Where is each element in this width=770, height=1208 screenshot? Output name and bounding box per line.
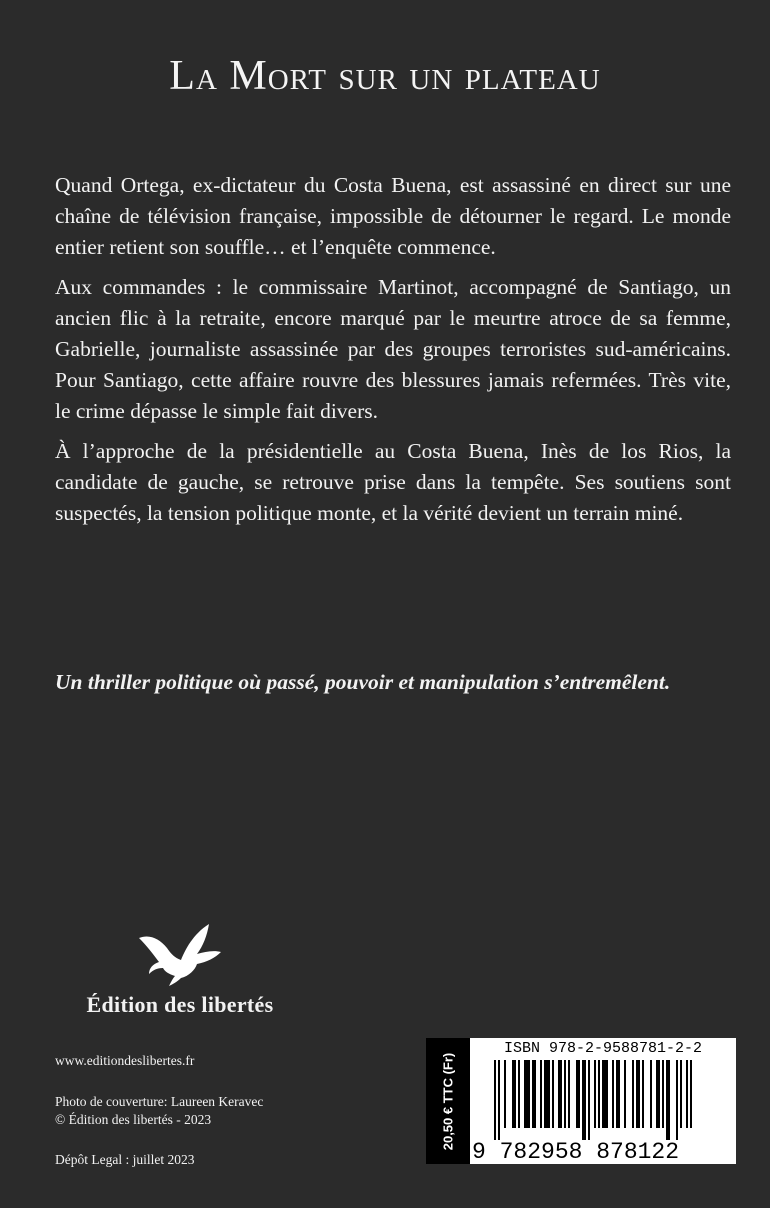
- publisher-logo: [55, 920, 305, 1018]
- barcode-bar: [666, 1060, 670, 1140]
- price-text: 20,50 € TTC (Fr): [440, 1052, 456, 1150]
- barcode-bar: [594, 1060, 596, 1128]
- barcode-digits: 9 782958 878122: [472, 1139, 680, 1165]
- barcode-bar: [612, 1060, 614, 1128]
- barcode-bar: [558, 1060, 562, 1128]
- publisher-name: Édition des libertés: [86, 992, 274, 1017]
- barcode-bar: [498, 1060, 500, 1140]
- blurb-paragraph-2: Aux commandes : le commissaire Martinot, accompagné de Santiago, un ancien flic à la retraite, encore marqué par le meurtre atroce de sa femme, Gabrielle, journaliste assassinée par des groupes terroristes sud-américains. Pour Santiago, cette affaire rouvre des blessures jamais refermées. Très vite, le crime dépasse le simple fait divers.: [55, 275, 731, 423]
- dove-icon: [135, 920, 225, 986]
- barcode-bar: [598, 1060, 600, 1128]
- barcode-panel: [470, 1038, 736, 1164]
- barcode-block: [426, 1038, 736, 1164]
- legal-deposit: Dépôt Legal : juillet 2023: [55, 1152, 195, 1167]
- barcode-bar: [588, 1060, 590, 1140]
- credits: [55, 1093, 263, 1129]
- barcode-bar: [686, 1060, 688, 1128]
- barcode-bar: [512, 1060, 516, 1128]
- barcode-bar: [642, 1060, 644, 1128]
- barcode-bar: [564, 1060, 566, 1128]
- publisher-website: www.editiondeslibertes.fr: [55, 1053, 195, 1068]
- copyright-notice: © Édition des libertés - 2023: [55, 1112, 212, 1127]
- isbn-text: ISBN 978-2-9588781-2-2: [503, 1040, 703, 1057]
- barcode-bar: [690, 1060, 692, 1128]
- barcode-bar: [616, 1060, 620, 1128]
- barcode-bar: [518, 1060, 520, 1128]
- barcode-bar: [532, 1060, 536, 1128]
- barcode-bar: [624, 1060, 626, 1128]
- blurb-paragraph-1: Quand Ortega, ex-dictateur du Costa Buena, est assassiné en direct sur une chaîne de télévision française, impossible de détourner le regard. Le monde entier retient son souffle… et l’enquête commence.: [55, 173, 731, 259]
- barcode-bar: [544, 1060, 550, 1128]
- tagline: Un thriller politique où passé, pouvoir et manipulation s’entremêlent.: [55, 670, 671, 694]
- barcode-bar: [656, 1060, 660, 1128]
- blurb-paragraph-3: À l’approche de la présidentielle au Costa Buena, Inès de los Rios, la candidate de gauche, se retrouve prise dans la tempête. Ses soutiens sont suspectés, la tension politique monte, et la vérité devient un terrain miné.: [55, 439, 731, 525]
- price-label: [426, 1038, 470, 1164]
- barcode-bar: [540, 1060, 542, 1128]
- barcode-bar: [582, 1060, 586, 1140]
- barcode-bar: [504, 1060, 506, 1128]
- book-title: La Mort sur un plateau: [169, 53, 601, 99]
- barcode-bar: [602, 1060, 608, 1128]
- barcode-bar: [650, 1060, 652, 1128]
- barcode-bar: [568, 1060, 570, 1128]
- barcode-bar: [576, 1060, 580, 1128]
- barcode-bar: [680, 1060, 682, 1128]
- back-cover-blurb: [55, 170, 731, 538]
- barcode-bar: [552, 1060, 554, 1128]
- barcode-bar: [494, 1060, 496, 1140]
- barcode-bar: [524, 1060, 530, 1128]
- barcode-bars: [470, 1060, 736, 1140]
- photo-credit: Photo de couverture: Laureen Keravec: [55, 1094, 264, 1109]
- barcode-bar: [676, 1060, 678, 1140]
- barcode-bar: [662, 1060, 664, 1128]
- barcode-bar: [632, 1060, 634, 1128]
- barcode-bar: [636, 1060, 640, 1128]
